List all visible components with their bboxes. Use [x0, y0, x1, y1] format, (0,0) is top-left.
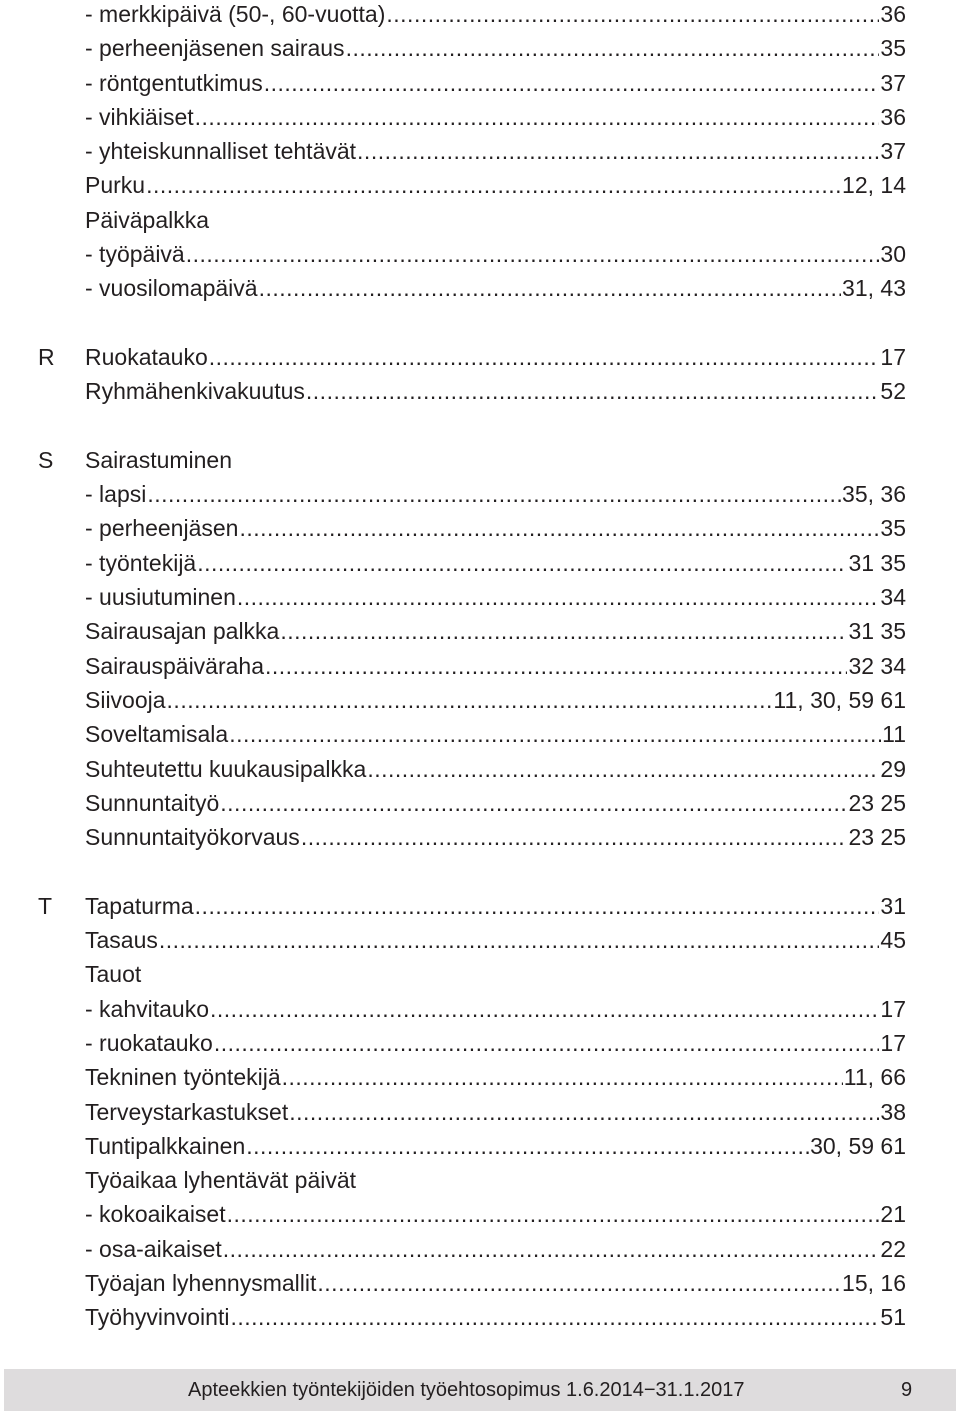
index-entry: [0, 1232, 960, 1266]
section-letter: R: [38, 343, 55, 370]
entry-label: Ryhmähenkivakuutus: [85, 378, 305, 405]
entry-line: [85, 717, 906, 751]
entry-label: Tapaturma: [85, 892, 194, 919]
section-letter: S: [38, 446, 54, 473]
dot-leader: [346, 31, 880, 65]
entry-label: - röntgentutkimus: [85, 69, 263, 96]
index-entry: [0, 203, 960, 237]
dot-leader: [220, 786, 847, 820]
entry-label: Sunnuntaityökorvaus: [85, 824, 300, 851]
entry-label: Päiväpalkka: [85, 206, 210, 233]
section-gap: [0, 854, 960, 888]
dot-leader: [159, 923, 880, 957]
entry-pages: 17: [880, 995, 906, 1022]
entry-label: Ruokatauko: [85, 343, 208, 370]
entry-pages: 32 34: [848, 652, 906, 679]
entry-line: [85, 1060, 906, 1094]
index-entry: [0, 992, 960, 1026]
entry-line: [85, 1266, 906, 1300]
entry-label: Siivooja: [85, 686, 166, 713]
entry-pages: 36: [880, 103, 906, 130]
index-entry: [0, 443, 960, 477]
entry-label: - kahvitauko: [85, 995, 210, 1022]
index-entry: [0, 580, 960, 614]
entry-pages: 34: [880, 584, 906, 611]
dot-leader: [186, 237, 880, 271]
entry-pages: 30: [880, 241, 906, 268]
index-entry: [0, 752, 960, 786]
dot-leader: [147, 477, 841, 511]
entry-label: - perheenjäsenen sairaus: [85, 35, 345, 62]
entry-line: [85, 786, 906, 820]
index-entry: [0, 786, 960, 820]
entry-pages: 23 25: [848, 789, 906, 816]
entry-line: [85, 546, 906, 580]
index-entry: [0, 0, 960, 31]
index-entry: [0, 957, 960, 991]
footer-page-number: 9: [901, 1379, 913, 1401]
index-entry: [0, 546, 960, 580]
entry-pages: 21: [880, 1201, 906, 1228]
index-entry: [0, 511, 960, 545]
entry-line: [85, 1300, 906, 1334]
entry-pages: 36: [880, 1, 906, 27]
entry-pages: 51: [880, 1304, 906, 1331]
entry-line: [85, 1129, 906, 1163]
index-entry: [0, 1300, 960, 1334]
index-entry: [0, 271, 960, 305]
entry-line: [85, 683, 906, 717]
entry-pages: 17: [880, 1029, 906, 1056]
entry-label: Tauot: [85, 961, 142, 988]
entry-line: [85, 923, 906, 957]
entry-label: - lapsi: [85, 481, 147, 508]
entry-pages: 11, 66: [843, 1064, 906, 1091]
entry-label: Työhyvinvointi: [85, 1304, 230, 1331]
index-entry: [0, 683, 960, 717]
index-entry: [0, 717, 960, 751]
footer-title: Apteekkien työntekijöiden työehtosopimus 1.6.2014−31.1.2017: [188, 1379, 745, 1401]
dot-leader: [367, 752, 879, 786]
entry-pages: 52: [880, 378, 906, 405]
index-entry: [0, 374, 960, 408]
entry-pages: 31 35: [848, 549, 906, 576]
entry-label: Terveystarkastukset: [85, 1098, 289, 1125]
section-letter: T: [38, 892, 53, 919]
entry-line: [85, 1026, 906, 1060]
entry-line: [85, 168, 906, 202]
entry-line: [85, 752, 906, 786]
dot-leader: [195, 889, 880, 923]
entry-label: Sunnuntaityö: [85, 789, 220, 816]
entry-label: Soveltamisala: [85, 721, 229, 748]
dot-leader: [223, 1232, 880, 1266]
entry-line: [85, 957, 906, 991]
entry-label: - uusiutuminen: [85, 584, 236, 611]
entry-pages: 35, 36: [842, 481, 906, 508]
entry-line: [85, 477, 906, 511]
entry-label: Sairastuminen: [85, 446, 233, 473]
dot-leader: [357, 134, 879, 168]
entry-line: [85, 31, 906, 65]
entry-label: Tasaus: [85, 927, 158, 954]
index-entry: [0, 614, 960, 648]
entry-label: Työajan lyhennysmallit: [85, 1269, 317, 1296]
entry-pages: 35: [880, 35, 906, 62]
entry-line: [85, 1197, 906, 1231]
entry-pages: 15, 16: [842, 1269, 906, 1296]
entry-pages: 31: [880, 892, 906, 919]
dot-leader: [259, 271, 841, 305]
dot-leader: [167, 683, 773, 717]
section-gap: [0, 306, 960, 340]
dot-leader: [197, 546, 847, 580]
index-entry: [0, 134, 960, 168]
entry-pages: 45: [880, 927, 906, 954]
entry-pages: 31 35: [848, 618, 906, 645]
entry-label: - vihkiäiset: [85, 103, 194, 130]
dot-leader: [289, 1095, 879, 1129]
index-entry: [0, 1060, 960, 1094]
dot-leader: [230, 1300, 879, 1334]
entry-label: Tekninen työntekijä: [85, 1064, 281, 1091]
entry-line: [85, 237, 906, 271]
entry-label: - perheenjäsen: [85, 515, 239, 542]
entry-line: [85, 992, 906, 1026]
entry-label: - merkkipäivä (50-, 60-vuotta): [85, 1, 386, 27]
entry-label: - työntekijä: [85, 549, 197, 576]
entry-line: [85, 443, 906, 477]
entry-pages: 35: [880, 515, 906, 542]
index-entry: [0, 340, 960, 374]
entry-label: - työpäivä: [85, 241, 185, 268]
dot-leader: [210, 992, 879, 1026]
entry-line: [85, 134, 906, 168]
entry-line: [85, 614, 906, 648]
dot-leader: [209, 340, 880, 374]
dot-leader: [282, 1060, 843, 1094]
entry-pages: 17: [880, 343, 906, 370]
index-entry: [0, 1129, 960, 1163]
dot-leader: [306, 374, 880, 408]
index-entry: [0, 66, 960, 100]
dot-leader: [229, 717, 881, 751]
dot-leader: [386, 0, 879, 31]
dot-leader: [239, 511, 879, 545]
index-entry: [0, 477, 960, 511]
index-entry: [0, 100, 960, 134]
index-entry: [0, 168, 960, 202]
entry-label: - kokoaikaiset: [85, 1201, 226, 1228]
dot-leader: [280, 614, 847, 648]
index-entry: [0, 820, 960, 854]
entry-label: - ruokatauko: [85, 1029, 213, 1056]
entry-line: [85, 649, 906, 683]
entry-line: [85, 271, 906, 305]
entry-pages: 11, 30, 59 61: [773, 686, 906, 713]
entry-pages: 12, 14: [842, 172, 906, 199]
entry-label: Työaikaa lyhentävät päivät: [85, 1167, 357, 1194]
entry-line: [85, 1232, 906, 1266]
index-entry: [0, 1266, 960, 1300]
entry-line: [85, 1095, 906, 1129]
entry-line: [85, 580, 906, 614]
entry-label: Purku: [85, 172, 146, 199]
page-footer: [4, 1369, 956, 1411]
dot-leader: [264, 66, 880, 100]
entry-pages: 22: [880, 1235, 906, 1262]
index-entry: [0, 889, 960, 923]
entry-label: - vuosilomapäivä: [85, 275, 258, 302]
entry-line: [85, 203, 906, 237]
dot-leader: [195, 100, 880, 134]
entry-label: Suhteutettu kuukausipalkka: [85, 755, 367, 782]
entry-line: [85, 1163, 906, 1197]
entry-label: - yhteiskunnalliset tehtävät: [85, 138, 357, 165]
entry-line: [85, 374, 906, 408]
dot-leader: [227, 1197, 880, 1231]
entry-pages: 30, 59 61: [810, 1132, 906, 1159]
dot-leader: [146, 168, 841, 202]
index-entry: [0, 1095, 960, 1129]
index-entry: [0, 1197, 960, 1231]
entry-label: Tuntipalkkainen: [85, 1132, 246, 1159]
entry-line: [85, 340, 906, 374]
entry-line: [85, 100, 906, 134]
index-entry: [0, 237, 960, 271]
entry-pages: 37: [880, 138, 906, 165]
dot-leader: [301, 820, 848, 854]
dot-leader: [246, 1129, 809, 1163]
dot-leader: [214, 1026, 880, 1060]
entry-line: [85, 889, 906, 923]
entry-line: [85, 511, 906, 545]
entry-label: Sairauspäiväraha: [85, 652, 265, 679]
dot-leader: [265, 649, 847, 683]
dot-leader: [317, 1266, 841, 1300]
entry-pages: 38: [880, 1098, 906, 1125]
entry-pages: 31, 43: [842, 275, 906, 302]
index-entry: [0, 1163, 960, 1197]
index-entry: [0, 923, 960, 957]
entry-line: [85, 66, 906, 100]
entry-pages: 11: [882, 721, 906, 748]
entry-line: [85, 820, 906, 854]
entry-pages: 29: [880, 755, 906, 782]
index-entry: [0, 1026, 960, 1060]
entry-pages: 23 25: [848, 824, 906, 851]
entry-label: Sairausajan palkka: [85, 618, 280, 645]
section-gap: [0, 409, 960, 443]
dot-leader: [237, 580, 880, 614]
index-entry: [0, 649, 960, 683]
entry-pages: 37: [880, 69, 906, 96]
entry-label: - osa-aikaiset: [85, 1235, 222, 1262]
entry-line: [85, 0, 906, 31]
index-entry: [0, 31, 960, 65]
